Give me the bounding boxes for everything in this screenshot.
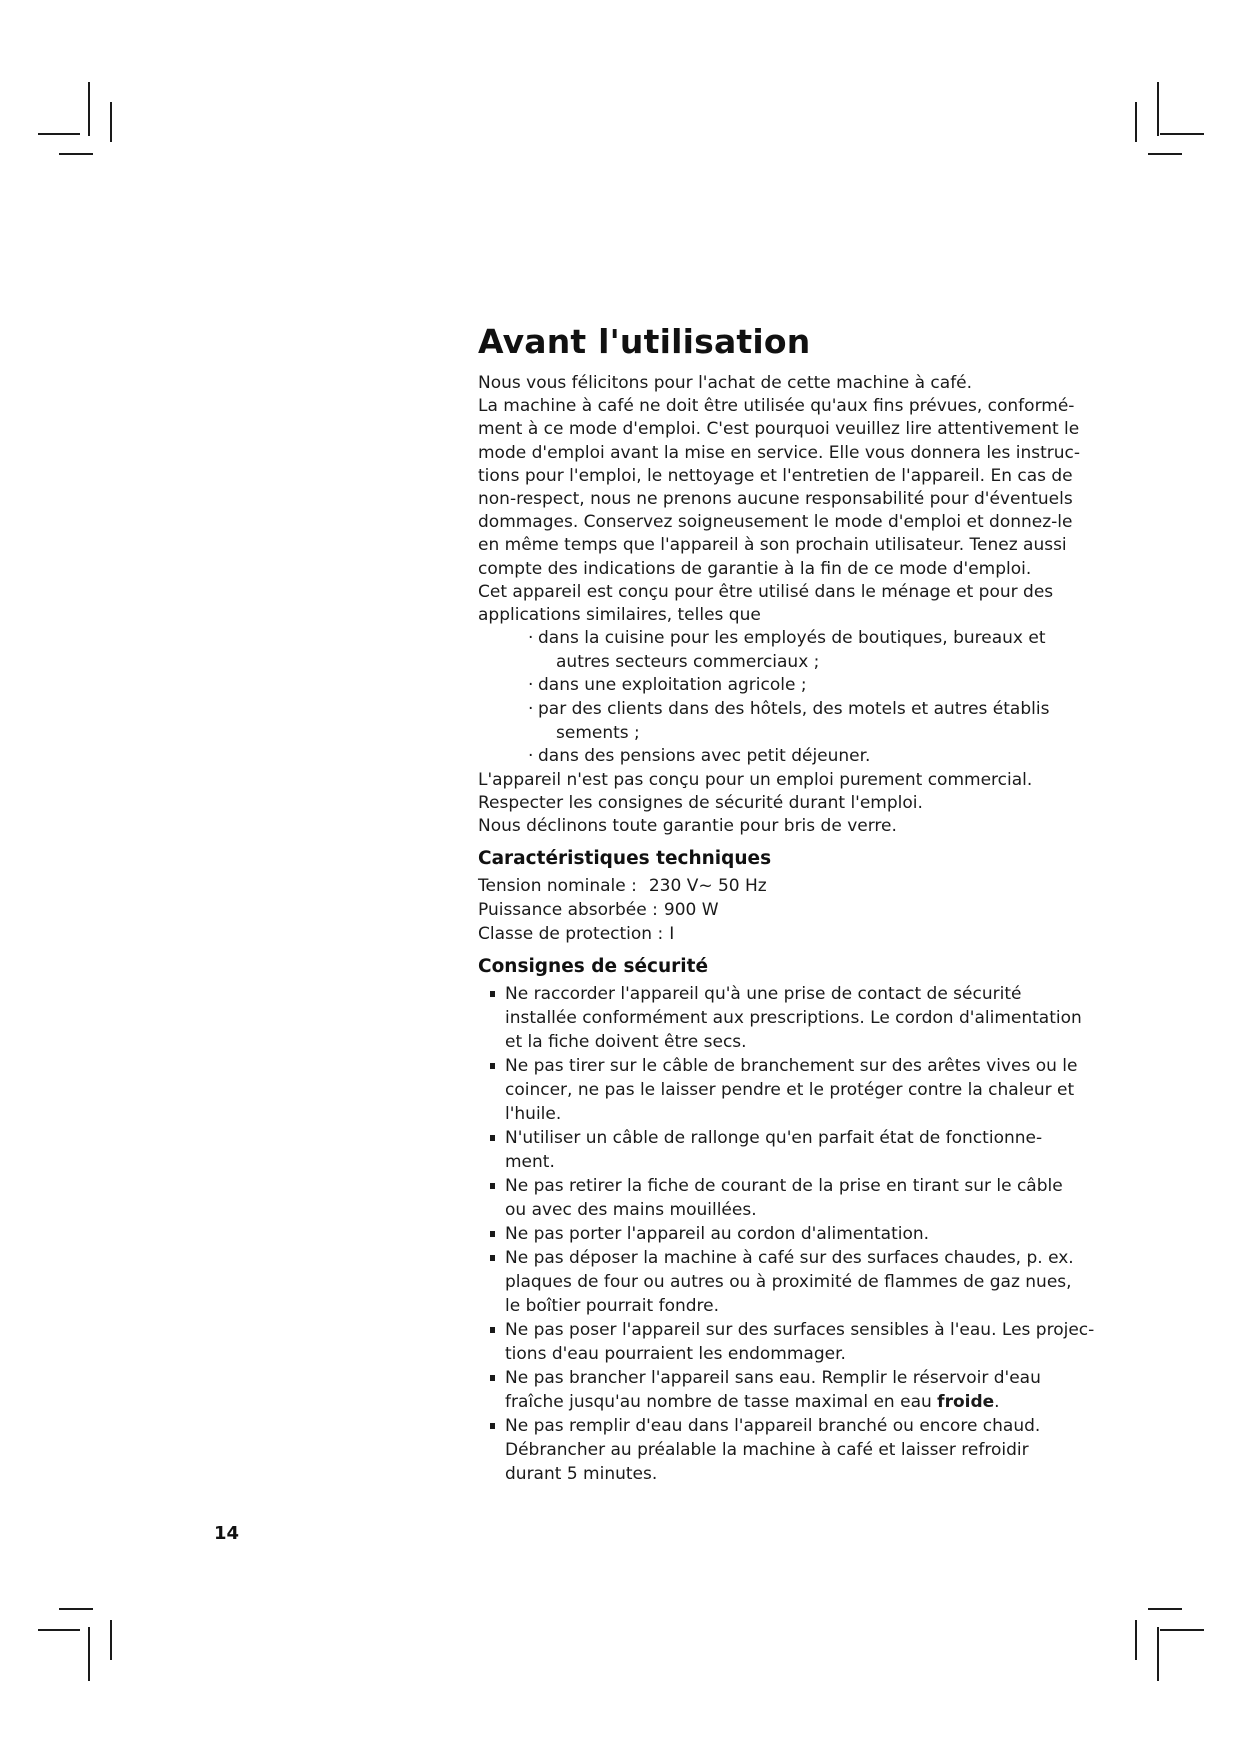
text-line: applications similaires, telles que (478, 605, 761, 626)
spec-label: Tension nominale : (478, 876, 637, 897)
text-line: coincer, ne pas le laisser pendre et le protéger contre la chaleur et (505, 1080, 1075, 1101)
list-item-text: dans la cuisine pour les employés de boutiques, bureaux et (538, 628, 1046, 649)
text-line: Respecter les consignes de sécurité durant l'emploi. (478, 793, 923, 813)
text-line: installée conformément aux prescriptions. Le cordon d'alimentation (505, 1008, 1082, 1029)
crop-mark (110, 102, 112, 142)
text-line: Ne pas retirer la fiche de courant de la prise en tirant sur le câble (505, 1176, 1063, 1197)
page-number: 14 (214, 1523, 240, 1544)
text-line: La machine à café ne doit être utilisée qu'aux fins prévues, conformé- (478, 396, 1075, 417)
text-line: N'utiliser un câble de rallonge qu'en parfait état de fonctionne- (505, 1128, 1043, 1149)
page-title: Avant l'utilisation (478, 322, 811, 361)
specs-heading: Caractéristiques techniques (478, 848, 772, 870)
main-content (478, 320, 1095, 1486)
crop-mark (38, 1629, 80, 1631)
crop-mark (88, 82, 90, 136)
safety-item (490, 1366, 1078, 1414)
intro-paragraph (478, 372, 1081, 627)
safety-item (490, 1126, 1078, 1174)
crop-mark (1160, 133, 1204, 135)
crop-mark (1148, 153, 1182, 155)
text-line: tions pour l'emploi, le nettoyage et l'entretien de l'appareil. En cas de (478, 465, 1073, 486)
list-item (528, 627, 1078, 674)
notes-paragraph (478, 769, 1078, 839)
usage-list (478, 627, 1078, 769)
list-item (528, 745, 1078, 769)
text-line: mode d'emploi avant la mise en service. Elle vous donnera les instruc- (478, 442, 1081, 463)
spec-row (478, 874, 1078, 898)
specs-table (478, 874, 1078, 946)
spec-label: Puissance absorbée : (478, 900, 658, 921)
list-item-text: dans des pensions avec petit déjeuner. (538, 746, 871, 767)
crop-mark (1135, 102, 1137, 142)
spec-row (478, 898, 1078, 922)
text-line: Ne pas porter l'appareil au cordon d'alimentation. (505, 1224, 930, 1245)
spec-value: 230 V~ 50 Hz (648, 876, 767, 897)
list-item-text: sements ; (556, 722, 640, 743)
crop-mark (1135, 1620, 1137, 1660)
safety-item (490, 1414, 1078, 1486)
crop-mark (59, 153, 93, 155)
text-line: Nous déclinons toute garantie pour bris de verre. (478, 816, 897, 837)
safety-list (478, 982, 1095, 1486)
crop-mark (1157, 1627, 1159, 1681)
text-line: Ne raccorder l'appareil qu'à une prise de contact de sécurité (505, 984, 1022, 1005)
text-line: dommages. Conservez soigneusement le mode d'emploi et donnez-le (478, 512, 1073, 533)
text-line: L'appareil n'est pas conçu pour un emploi purement commercial. (478, 769, 1033, 790)
text-line (505, 1390, 1078, 1414)
safety-item (490, 982, 1082, 1054)
crop-mark (88, 1627, 90, 1681)
crop-mark (1157, 82, 1159, 136)
text-line: non-respect, nous ne prenons aucune responsabilité pour d'éventuels (478, 489, 1073, 510)
spec-value: 900 W (663, 900, 719, 921)
text-line: ou avec des mains mouillées. (505, 1200, 757, 1221)
text-line: Débrancher au préalable la machine à café et laisser refroidir (505, 1440, 1029, 1461)
spec-row (478, 922, 1078, 946)
text-line: Ne pas brancher l'appareil sans eau. Remplir le réservoir d'eau (505, 1368, 1041, 1389)
text-line: tions d'eau pourraient les endommager. (505, 1344, 846, 1365)
list-item-text: autres secteurs commerciaux ; (556, 651, 820, 672)
text-line: Cet appareil est conçu pour être utilisé dans le ménage et pour des (478, 581, 1054, 602)
text-line: durant 5 minutes. (505, 1464, 658, 1485)
text-line: compte des indications de garantie à la fin de ce mode d'emploi. (478, 558, 1032, 579)
safety-item (490, 1222, 1078, 1246)
text-fragment: . (994, 1392, 1000, 1413)
crop-mark (110, 1620, 112, 1660)
safety-heading: Consignes de sécurité (478, 956, 709, 978)
text-line: et la fiche doivent être secs. (505, 1032, 747, 1053)
safety-item (490, 1318, 1095, 1366)
safety-item (490, 1246, 1078, 1318)
text-line: ment à ce mode d'emploi. C'est pourquoi veuillez lire attentivement le (478, 419, 1080, 440)
safety-item (490, 1054, 1078, 1126)
text-line: en même temps que l'appareil à son prochain utilisateur. Tenez aussi (478, 535, 1067, 556)
text-line: Nous vous félicitons pour l'achat de cette machine à café. (478, 373, 973, 393)
crop-mark (59, 1608, 93, 1610)
list-item (528, 674, 1078, 698)
text-line: Ne pas poser l'appareil sur des surfaces sensibles à l'eau. Les projec- (505, 1320, 1095, 1341)
list-item-text: dans une exploitation agricole ; (538, 675, 807, 696)
text-line: le boîtier pourrait fondre. (505, 1296, 720, 1317)
text-line: plaques de four ou autres ou à proximité de flammes de gaz nues, (505, 1272, 1072, 1293)
text-line: Ne pas remplir d'eau dans l'appareil branché ou encore chaud. (505, 1416, 1041, 1437)
crop-mark (1148, 1608, 1182, 1610)
text-line: l'huile. (505, 1104, 562, 1125)
list-item-text: par des clients dans des hôtels, des motels et autres établis (538, 699, 1050, 720)
text-fragment: fraîche jusqu'au nombre de tasse maximal en eau (505, 1392, 938, 1413)
text-line: Ne pas déposer la machine à café sur des surfaces chaudes, p. ex. (505, 1248, 1074, 1269)
crop-mark (38, 133, 80, 135)
crop-mark (1160, 1629, 1204, 1631)
spec-label: Classe de protection : (478, 924, 664, 945)
safety-item (490, 1174, 1078, 1222)
spec-value: I (669, 924, 675, 945)
bold-word: froide (937, 1392, 995, 1413)
text-line: ment. (505, 1152, 555, 1173)
list-item (528, 698, 1078, 745)
text-line: Ne pas tirer sur le câble de branchement sur des arêtes vives ou le (505, 1056, 1078, 1077)
